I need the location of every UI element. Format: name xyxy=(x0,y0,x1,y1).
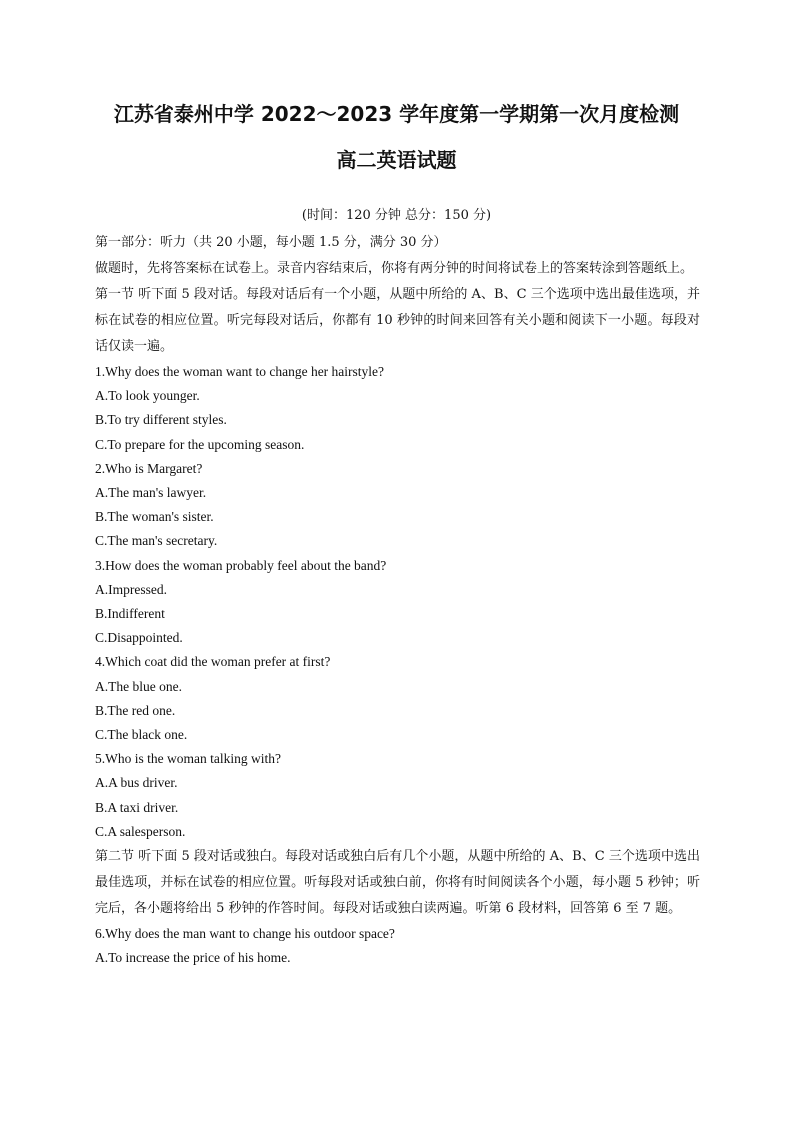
option-c: C.The man's secretary. xyxy=(95,533,218,549)
option-a: A.The man's lawyer. xyxy=(95,485,207,501)
option-c: C.The black one. xyxy=(95,727,188,743)
exam-content xyxy=(95,230,700,970)
option-b: B.The red one. xyxy=(95,702,176,718)
question-stem: 3.How does the woman probably feel about the band? xyxy=(95,557,387,573)
exam-title: 江苏省泰州中学 2022～2023 学年度第一学期第一次月度检测 xyxy=(113,102,680,126)
question-1 xyxy=(95,360,700,457)
option-a: A.The blue one. xyxy=(95,678,182,694)
section2-instruction: 第二节 听下面 5 段对话或独白。每段对话或独白后有几个小题，从题中所给的 A、B、C 三个选项中选出最佳选项，并标在试卷的相应位置。听每段对话或独白前，你将有时间阅读各个小题，每小题 5 秒钟；听完后，各小题将给出 5 秒钟的作答时间。每段对话或独白读两遍。听第 6 段材料，回答第 6 至 7 题。 xyxy=(95,849,700,917)
option-c: C.A salesperson. xyxy=(95,823,186,839)
option-c: C.To prepare for the upcoming season. xyxy=(95,436,305,452)
question-6 xyxy=(95,922,700,970)
question-stem: 6.Why does the man want to change his outdoor space? xyxy=(95,926,395,942)
question-4 xyxy=(95,650,700,747)
question-2 xyxy=(95,457,700,554)
exam-time-score: (时间：120 分钟 总分：150 分) xyxy=(301,208,492,223)
question-5 xyxy=(95,747,700,844)
question-3 xyxy=(95,554,700,651)
question-stem: 5.Who is the woman talking with? xyxy=(95,751,281,767)
question-stem: 4.Which coat did the woman prefer at first? xyxy=(95,654,331,670)
option-b: B.To try different styles. xyxy=(95,412,227,428)
part1-instruction: 做题时，先将答案标在试卷上。录音内容结束后，你将有两分钟的时间将试卷上的答案转涂到答题纸上。 xyxy=(95,261,694,276)
option-a: A.Impressed. xyxy=(95,581,167,597)
option-a: A.To increase the price of his home. xyxy=(95,950,291,966)
section1-instruction: 第一节 听下面 5 段对话。每段对话后有一个小题，从题中所给的 A、B、C 三个选项中选出最佳选项，并标在试卷的相应位置。听完每段对话后，你都有 10 秒钟的时间来回答有关小题和阅读下一小题。每段对话仅读一遍。 xyxy=(95,287,700,354)
option-a: A.A bus driver. xyxy=(95,775,178,791)
question-stem: 2.Who is Margaret? xyxy=(95,460,203,476)
option-b: B.A taxi driver. xyxy=(95,799,179,815)
option-b: B.The woman's sister. xyxy=(95,509,214,525)
part1-heading: 第一部分：听力（共 20 小题，每小题 1.5 分，满分 30 分） xyxy=(95,235,447,250)
option-a: A.To look younger. xyxy=(95,388,200,404)
option-c: C.Disappointed. xyxy=(95,630,183,646)
exam-subtitle: 高二英语试题 xyxy=(336,148,457,172)
option-b: B.Indifferent xyxy=(95,606,165,622)
question-stem: 1.Why does the woman want to change her hairstyle? xyxy=(95,364,385,379)
